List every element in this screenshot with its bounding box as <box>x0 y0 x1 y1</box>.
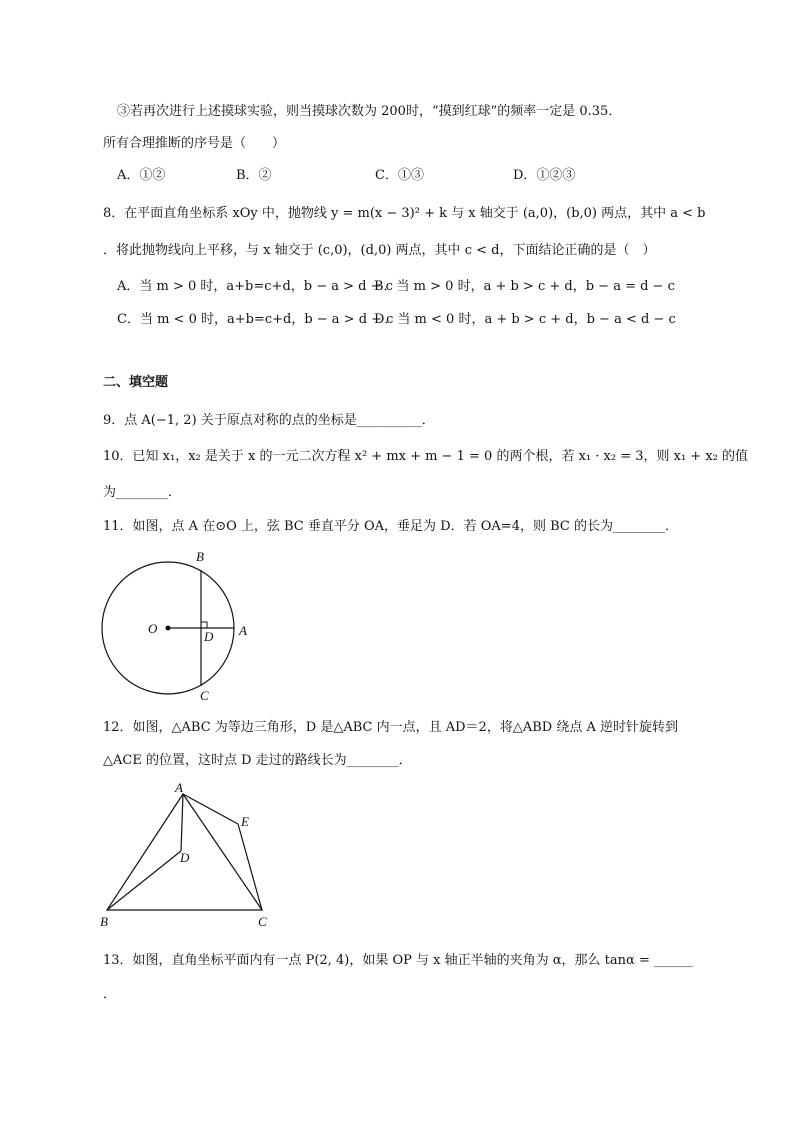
q12-line-1: 12．如图，△ABC 为等边三角形，D 是△ABC 内一点，且 AD＝2，将△ABD 绕点 A 逆时针旋转到 <box>103 720 678 735</box>
center-point-o <box>166 626 171 631</box>
q8-option-b: B．当 m > 0 时，a + b > c + d，b − a = d − c <box>374 279 675 294</box>
q13-line-2: ． <box>103 987 117 1002</box>
segment-ae <box>183 794 238 824</box>
q8-option-d: D．当 m < 0 时，a + b > c + d，b − a < d − c <box>374 312 676 327</box>
label-b: B <box>196 549 204 564</box>
q7-prompt: 所有合理推断的序号是（ ） <box>103 136 286 151</box>
q10-line-1: 10．已知 x₁，x₂ 是关于 x 的一元二次方程 x² + mx + m − 1 = 0 的两个根，若 x₁ · x₂ = 3，则 x₁ + x₂ 的值 <box>103 449 749 464</box>
q13-line-1: 13．如图，直角坐标平面内有一点 P(2, 4)，如果 OP 与 x 轴正半轴的夹角为 α，那么 tanα = ______ <box>103 953 693 968</box>
segment-ec <box>238 824 262 910</box>
q10-line-2: 为________． <box>103 485 182 500</box>
label-b: B <box>100 914 108 929</box>
q7-option-b: B．② <box>236 168 272 183</box>
q7-statement-3: ③若再次进行上述摸球实验，则当摸球次数为 200时，“摸到红球”的频率一定是 0.35． <box>117 104 622 119</box>
label-o: O <box>148 621 158 636</box>
segment-bd <box>107 851 181 910</box>
label-e: E <box>241 814 249 829</box>
label-d: D <box>180 850 190 865</box>
label-d: D <box>204 629 214 644</box>
label-c: C <box>258 914 267 929</box>
circle-figure <box>95 545 255 705</box>
q8-line-2: ．将此抛物线向上平移，与 x 轴交于 (c,0)，(d,0) 两点，其中 c < d，下面结论正确的是（ ） <box>103 243 656 258</box>
label-a: A <box>239 623 247 638</box>
q11-text: 11．如图，点 A 在⊙O 上，弦 BC 垂直平分 OA，垂足为 D．若 OA=4，则 BC 的长为________． <box>103 519 678 534</box>
q8-option-c: C．当 m < 0 时，a+b=c+d，b − a > d − c <box>117 312 394 327</box>
q7-option-a: A．①② <box>117 168 166 183</box>
q9-text: 9．点 A(−1, 2) 关于原点对称的点的坐标是__________． <box>103 413 435 428</box>
right-angle-mark <box>201 622 207 628</box>
triangle-figure <box>95 780 285 930</box>
q7-option-c: C．①③ <box>375 168 424 183</box>
label-c: C <box>200 688 209 703</box>
q12-line-2: △ACE 的位置，这时点 D 走过的路线长为________． <box>103 753 412 768</box>
label-a: A <box>175 780 183 795</box>
q7-option-d: D．①②③ <box>513 168 576 183</box>
segment-ad <box>181 794 183 851</box>
section-heading-fill-in: 二、填空题 <box>103 375 169 390</box>
q8-option-a: A．当 m > 0 时，a+b=c+d，b − a > d − c <box>117 279 393 294</box>
q8-line-1: 8．在平面直角坐标系 xOy 中，抛物线 y = m(x − 3)² + k 与 x 轴交于 (a,0)，(b,0) 两点，其中 a < b <box>103 206 706 221</box>
